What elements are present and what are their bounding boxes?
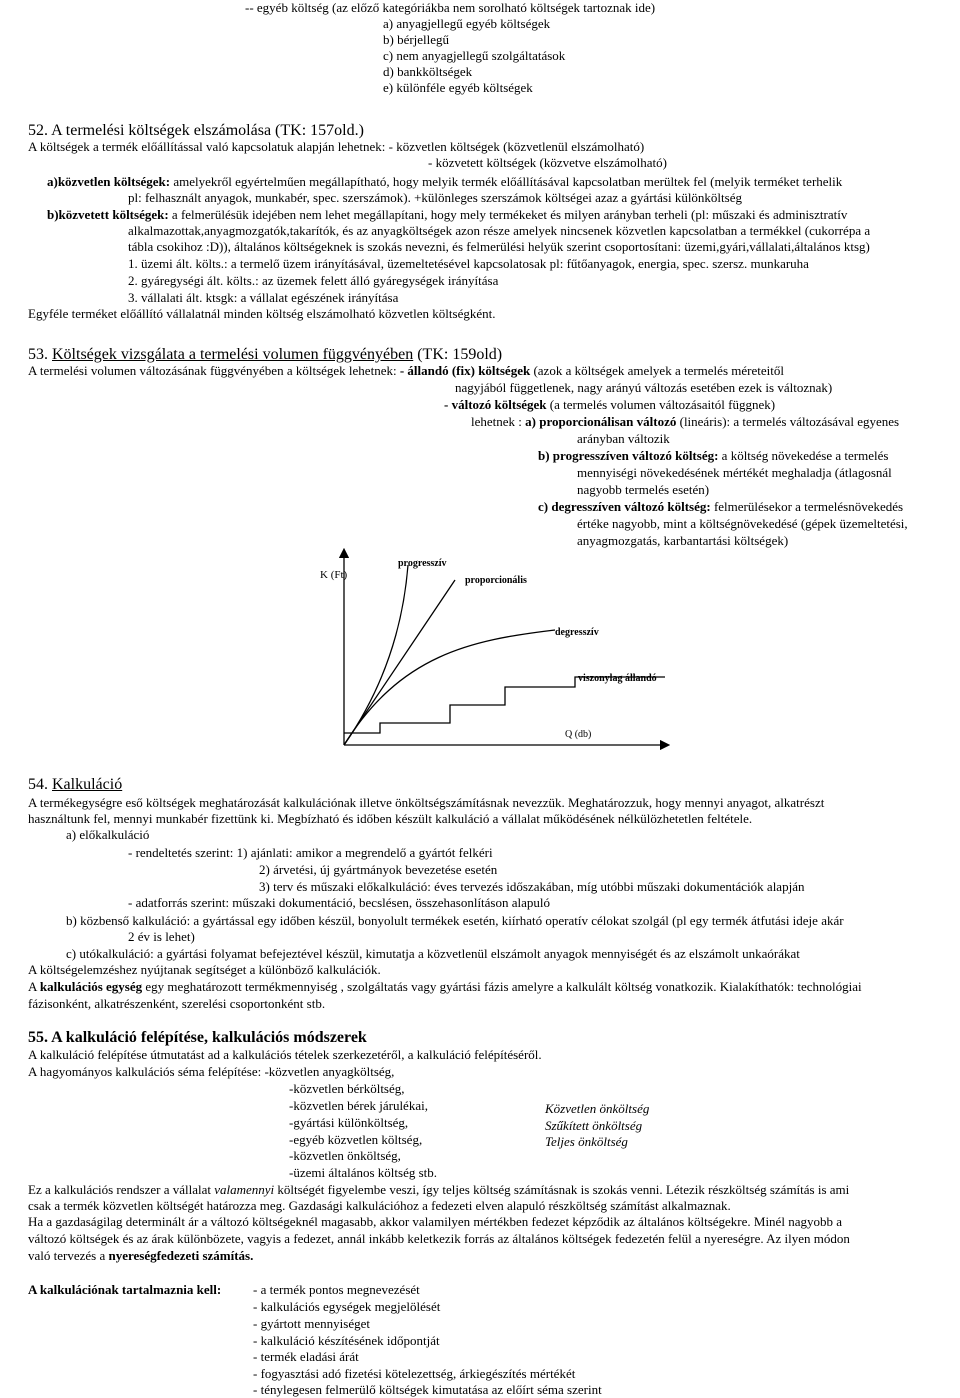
text-part: egy meghatározott termékmennyiség , szolgáltatás vagy gyártási fázis amelyre a kalkulált költség vonatkozik. Kialakíthatók: technológiai: [142, 979, 862, 994]
text-part: (a termelés volumen változásaitól függnek): [546, 397, 776, 412]
section-heading: [28, 345, 502, 365]
heading-title: Kalkuláció: [52, 776, 123, 793]
x-axis-label: Q (db): [565, 729, 592, 740]
text-part: A: [28, 979, 40, 994]
text-part: (azok a költségek amelyek a termelés méreteitől: [530, 363, 784, 378]
list-item: - a termék pontos megnevezését: [253, 1282, 420, 1297]
paragraph-line: [538, 448, 888, 464]
paragraph-line: nagyobb termelés esetén): [577, 482, 710, 497]
paragraph-line: A kalkuláció felépítése útmutatást ad a kalkulációs tételek szerkezetéről, a kalkuláció felépítéséről.: [28, 1047, 542, 1062]
heading-number: 54.: [28, 776, 52, 793]
paragraph-line: [28, 363, 784, 379]
paragraph-line: fázisonként, alkatrészenként, szerelési csoportonként stb.: [28, 996, 326, 1011]
list-item: c) nem anyagjellegű szolgáltatások: [383, 48, 566, 63]
list-item: - termék eladási árát: [253, 1349, 359, 1364]
paragraph-line: A költségek a termék előállítással való kapcsolatuk alapján lehetnek: - közvetlen költségek (közvetlenül elszámolható): [28, 139, 645, 154]
paragraph-line: változó költségek és az árak különbözete, vagyis a fedezet, annál inkább keletkezik forrás az általános költségek fedezetén felül a nyereségre. Az ilyen módon: [28, 1231, 850, 1246]
list-item: - adatforrás szerint: műszaki dokumentáció, becslésen, összehasonlításon alapuló: [128, 895, 551, 910]
cost-level-label: Szűkített önköltség: [545, 1118, 643, 1133]
paragraph-line: [538, 499, 903, 515]
list-item: - rendeltetés szerint: 1) ajánlati: amikor a megrendelő a gyártót felkéri: [128, 845, 493, 860]
text-part: felmerülésekor a termelésnövekedés: [710, 499, 904, 514]
list-item: -közvetlen bérköltség,: [289, 1081, 405, 1096]
paragraph-line: [28, 1182, 849, 1198]
list-item: - ténylegesen felmerülő költségek kimutatása az előírt séma szerint: [253, 1382, 602, 1397]
fixed-label: viszonylag állandó: [578, 673, 657, 684]
list-item: -üzemi általános költség stb.: [289, 1165, 438, 1180]
term-label: nyereségfedezeti számítás.: [108, 1248, 254, 1263]
list-item: b) bérjellegű: [383, 32, 450, 47]
list-item: 2. gyáregységi ált. költs.: az üzemek felett álló gyáregységek irányítása: [128, 273, 499, 288]
paragraph-line: [471, 414, 899, 430]
list-item: -közvetlen bérek járulékai,: [289, 1098, 428, 1113]
definition-a: [47, 174, 842, 190]
emphasis: valamennyi: [214, 1182, 275, 1197]
list-item: - fogyasztási adó fizetési kötelezettség, árkiegészítés mértékét: [253, 1366, 576, 1381]
section-heading: [28, 775, 122, 795]
list-item: b) közbenső kalkuláció: a gyártással egy időben készül, bonyolult termékek esetén, kiírható operatív célokat szolgál (pl egy termék átfutási ideje akár: [66, 913, 844, 928]
paragraph-line: [444, 397, 775, 413]
paragraph-line: A hagyományos kalkulációs séma felépítése: -közvetlen anyagköltség,: [28, 1064, 395, 1079]
term-label: b) progresszíven változó költség:: [538, 448, 719, 463]
paragraph-line: használtunk fel, mennyi munkabér fizettünk ki. Megbízható és időben készült kalkuláció a vállalat működésének nélkülözhetetlen feltétele.: [28, 811, 753, 826]
text-part: A termelési volumen változásának függvényében a költségek lehetnek:: [28, 363, 400, 378]
list-item: e) különféle egyéb költségek: [383, 80, 533, 95]
text-part: lehetnek :: [471, 414, 526, 429]
text-part: költségét figyelembe veszi, így teljes költség számításnak is szokás venni. Létezik részköltség számítás is ami: [274, 1182, 850, 1197]
definition-text: amelyekről egyértelműen megállapítható, hogy melyik termék előállításával kapcsolatban merültek fel (melyik terméket terhelik: [170, 174, 843, 189]
heading-tail: (TK: 159old): [413, 346, 503, 363]
paragraph-line: Egyféle terméket előállító vállalatnál minden költség elszámolható közvetlen költségként.: [28, 306, 496, 321]
definition-b: [47, 207, 847, 223]
section-heading: 55. A kalkuláció felépítése, kalkulációs módszerek: [28, 1029, 367, 1046]
y-axis-label: K (Ft): [320, 569, 348, 581]
paragraph-line: nagyjából függetlenek, nagy arányú változás esetében ezek is változnak): [455, 380, 833, 395]
progressive-label: progresszív: [398, 558, 447, 569]
cost-curve-diagram: [320, 545, 680, 755]
term-label: - állandó (fix) költségek: [399, 363, 531, 378]
term-label: - változó költségek: [444, 397, 547, 412]
term-label: c) degresszíven változó költség:: [538, 499, 711, 514]
list-item: a) anyagjellegű egyéb költségek: [383, 16, 551, 31]
paragraph-line: Ha a gazdaságilag determinált ár a változó költségeknél magasabb, akkor valamilyen mértékben fedezet képződik az általános költségekre. Minél nagyobb a: [28, 1214, 842, 1229]
term-label: kalkulációs egység: [39, 979, 143, 994]
term-label: a) proporcionálisan változó: [525, 414, 677, 429]
heading-title: Költségek vizsgálata a termelési volumen függvényében: [52, 346, 414, 363]
paragraph-line: pl: felhasznált anyagok, munkabér, spec. szerszámok). +különleges szerszámok költségei azaz a gyártási különköltség: [128, 190, 742, 205]
text-part: Ez a kalkulációs rendszer a vállalat: [28, 1182, 215, 1197]
paragraph-line: anyagmozgatás, karbantartási költségek): [577, 533, 789, 548]
list-item: - kalkuláció készítésének időpontját: [253, 1333, 440, 1348]
term-label: a)közvetlen költségek:: [47, 174, 171, 189]
list-item: - gyártott mennyiséget: [253, 1316, 370, 1331]
paragraph-line: arányban változik: [577, 431, 670, 446]
list-item: 2) árvetési, új gyártmányok bevezetése esetén: [259, 862, 498, 877]
list-item: - kalkulációs egységek megjelölését: [253, 1299, 441, 1314]
degressive-label: degresszív: [555, 627, 599, 638]
fixed-step-line: [344, 677, 665, 733]
heading-number: 53.: [28, 346, 52, 363]
text-part: (lineáris): a termelés változásával egyenes: [676, 414, 900, 429]
list-item: 3) terv és műszaki előkalkuláció: éves tervezés időszakában, míg utóbbi műszaki dokumentációk alapján: [259, 879, 805, 894]
list-item: -egyéb közvetlen költség,: [289, 1132, 423, 1147]
paragraph-line: [28, 979, 862, 995]
paragraph-line: értéke nagyobb, mint a költségnövekedésé (gépek üzemeltetési,: [577, 516, 908, 531]
section-heading: 52. A termelési költségek elszámolása (TK: 157old.): [28, 122, 364, 139]
paragraph-line: - közvetett költségek (közvetve elszámolható): [428, 155, 667, 170]
list-item: -közvetlen önköltség,: [289, 1148, 401, 1163]
definition-text: a felmerülésük idejében nem lehet megállapítani, hogy mely termékeket és milyen arányban terheli (pl: műszaki és adminisztratív: [168, 207, 848, 222]
list-item: -gyártási különköltség,: [289, 1115, 409, 1130]
proportional-label: proporcionális: [465, 575, 527, 586]
list-item: 3. vállalati ált. ktsgk: a vállalat egészének irányítása: [128, 290, 399, 305]
cost-level-label: Teljes önköltség: [545, 1134, 628, 1149]
text-part: a költség növekedése a termelés: [718, 448, 889, 463]
list-item: c) utókalkuláció: a gyártási folyamat befejeztével készül, kimutatja a közvetlenül elszámolt anyagok mennyiségét és az elszámolt unkaórákat: [66, 946, 800, 961]
paragraph-line: mennyiségi növekedésének mértékét meghaladja (átlagosnál: [577, 465, 892, 480]
paragraph-line: [28, 1248, 253, 1264]
paragraph-line: csak a termék közvetlen költségét határozza meg. Gazdasági kalkulációhoz a fedezeti elven alapuló részköltség számítást alkalmaznak.: [28, 1198, 731, 1213]
text-part: való tervezés a: [28, 1248, 109, 1263]
progressive-curve: [344, 565, 408, 745]
list-heading: a) előkalkuláció: [66, 827, 150, 842]
list-item: 1. üzemi ált. költs.: a termelő üzem irányításával, üzemeltetésével kapcsolatosak pl: fűtőanyagok, energia, spec. szersz. munkaruha: [128, 256, 809, 271]
cost-level-label: Közvetlen önköltség: [545, 1101, 650, 1116]
intro-line: -- egyéb költség (az előző kategóriákba nem sorolható költségek tartoznak ide): [245, 0, 656, 15]
paragraph-line: tábla csokihoz :D)), általános költségeknek is szokás nevezni, és felmerülési helyük szerint csoportosítani: üzemi,gyári,vállalati,általános ktsg): [128, 239, 870, 254]
paragraph-line: A termékegységre eső költségek meghatározását kalkulációnak illetve önköltségszámításnak nevezzük. Meghatározzuk, hogy mennyi anyagot, alkatrészt: [28, 795, 825, 810]
requirements-label: A kalkulációnak tartalmaznia kell:: [28, 1282, 222, 1297]
paragraph-line: A költségelemzéshez nyújtanak segítséget a különböző kalkulációk.: [28, 962, 381, 977]
paragraph-line: 2 év is lehet): [128, 929, 195, 944]
paragraph-line: alkalmazottak,anyagmozgatók,takarítók, és az anyagköltségek azon része amelyek nincsenek közvetlen kapcsolatban a termékkel (cukorrépa a: [128, 223, 871, 238]
list-item: d) bankköltségek: [383, 64, 473, 79]
term-label: b)közvetett költségek:: [47, 207, 169, 222]
